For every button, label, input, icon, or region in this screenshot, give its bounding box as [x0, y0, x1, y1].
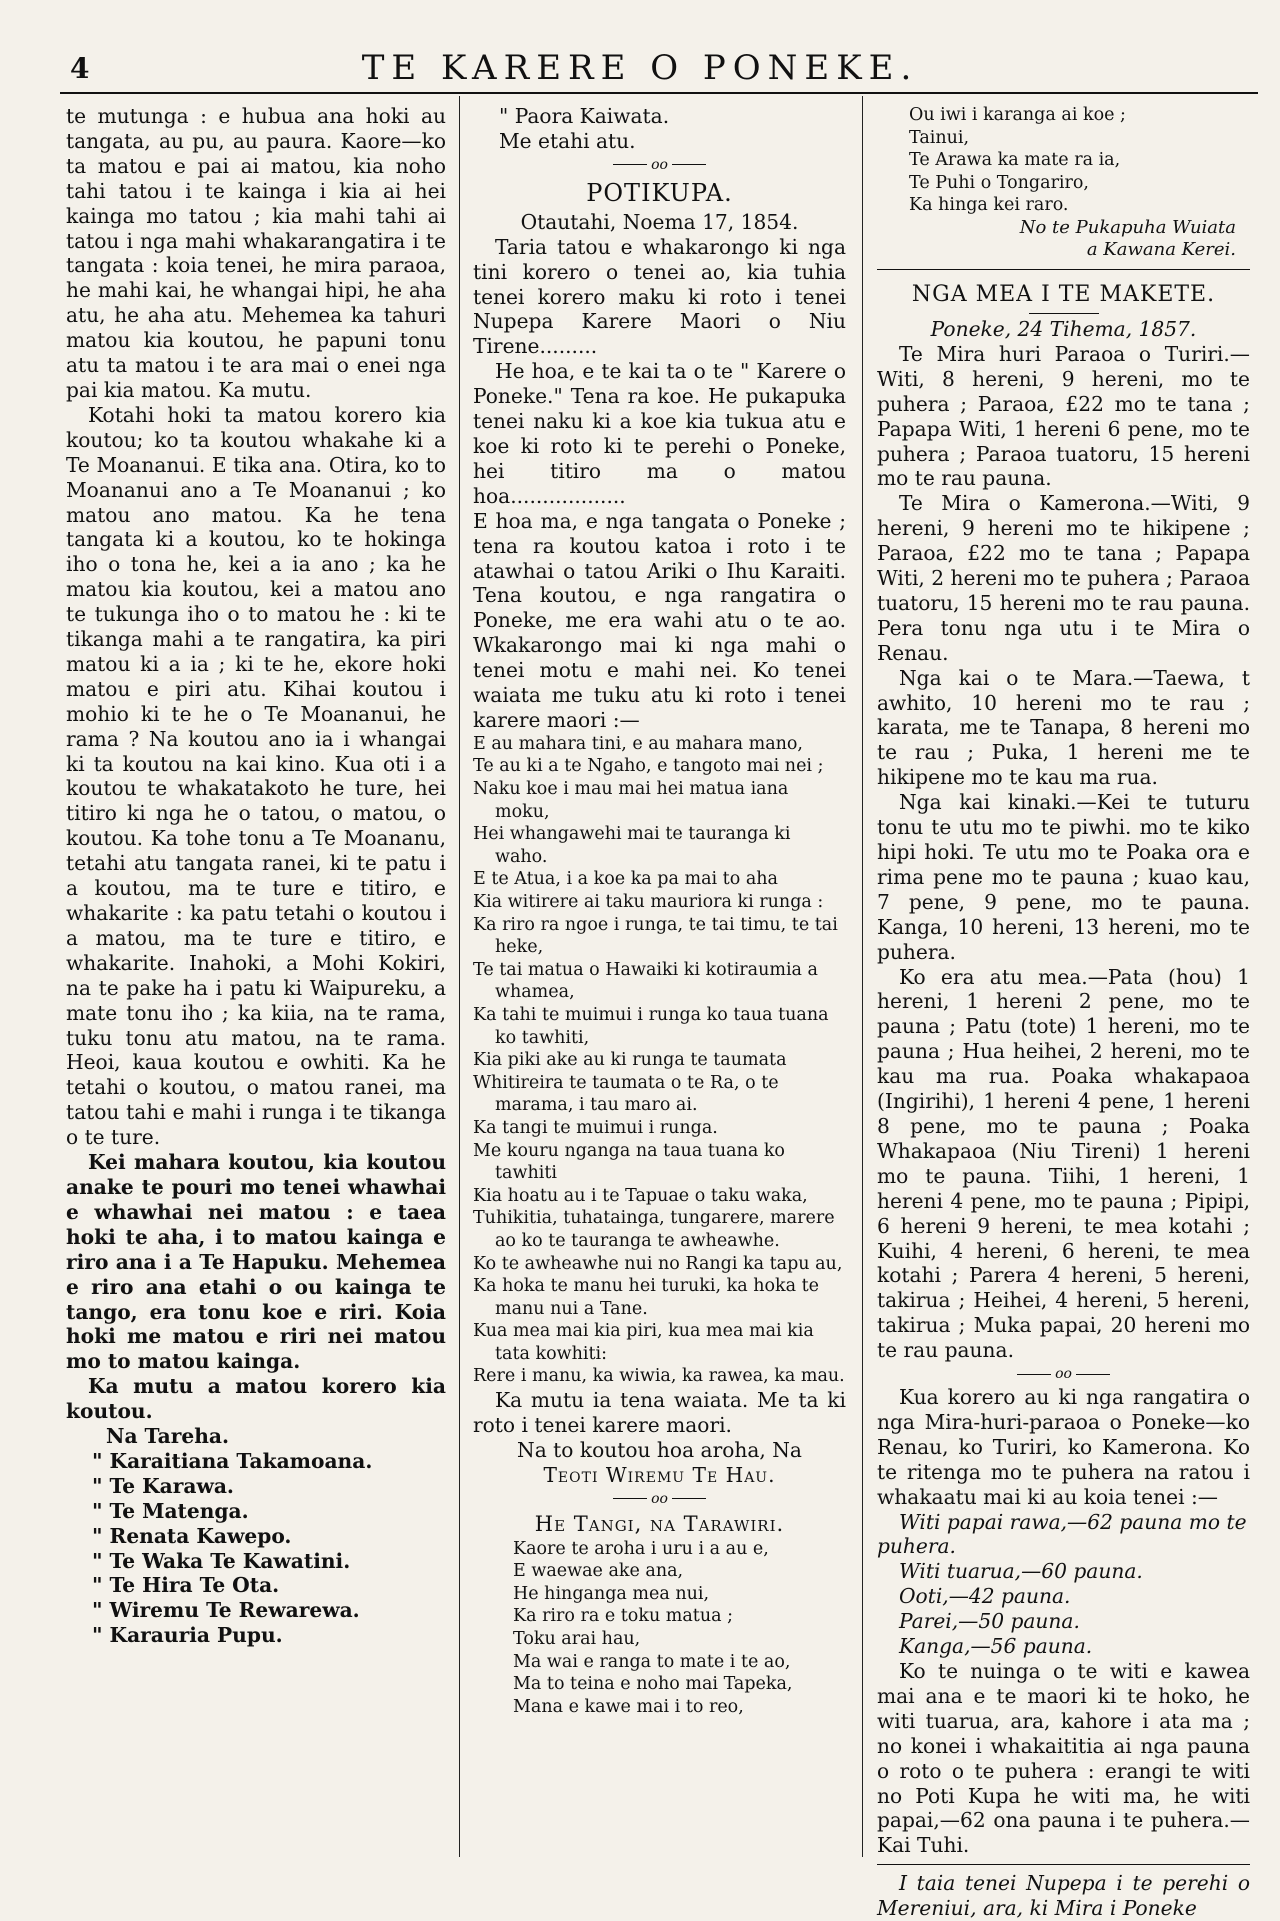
letter-paragraph: Kotahi hoki ta matou korero kia koutou; ko ta koutou whakahe ki a Te Moananui. E tika ana. Otira, ko to Moananui ano a Te Moananui ; ko matou ano matou. Ka he tena tangata ki a koutou, ko te hokinga iho o tona he, kei a ia ano ; ka he matou kia koutou, kei a matou ano te tukunga iho o to matou he : ki te tikanga mahi a te rangatira, ka piri matou ki a ia ; ki te he, ekore hoki matou e piri atu. Kihai koutou i mohio ki te he o Te Moananui, he rama ? Na koutou ano ia i whangai ki ta koutou na kai kino. Kua oti i a koutou te whakatakoto he ture, hei titiro ki nga he o tatou, o matou, o koutou. Ka tohe tonu a Te Moananu, tetahi atu tangata ranei, ki te patu i a koutou, ma te ture e titiro, e whakarite : ka patu tetahi o koutou i a matou, ma te ture e titiro, e whakarite. Inahoki, a Mohi Kokiri, na te pake ha i patu ki Waipureku, a mate tonu iho ; ka kiia, na te rama, tuku tonu atu matou, na te rama. Heoi, kaua koutou e owhiti. Ka he tetahi o koutou, o matou ranei, ma tatou tahi e mahi i runga i te tikanga o te ture.	[66, 402, 446, 1150]
lament-line: Ma to teina e noho mai Tapeka,	[513, 1674, 793, 1695]
song-line: Kia hoatu au i te Tapuae o taku waka,	[473, 1185, 808, 1206]
lament-line: E waewae ake ana,	[513, 1561, 684, 1582]
signatory: " Te Waka Te Kawatini.	[92, 1548, 351, 1573]
signatory: " Paora Kaiwata.	[499, 104, 670, 128]
song-line: Me kouru nganga na taua tuana ko tawhiti	[473, 1140, 785, 1184]
lament-line: Kaore te aroha i uru i a au e,	[513, 1538, 769, 1559]
signatory: Na Tareha.	[106, 1424, 229, 1449]
printer-footnote: I taia tenei Nupepa i te perehi o Mereniui, ara, ki Mira i Poneke	[877, 1871, 1250, 1921]
song-line: Ka hoka te manu hei turuki, ka hoka te manu nui a Tane.	[473, 1276, 820, 1319]
verse-line: Tainui,	[909, 127, 970, 148]
price-item: Parei,—50 pauna.	[899, 1609, 1080, 1634]
letter-paragraph: Kei mahara koutou, kia koutou anake te pouri mo tenei whawhai e whawhai nei matou : e taea hoki te aha, i to matou kainga e riro ana i a Te Hapuku. Mehemea e riro ana etahi o ou kainga te tango, era tonu koe e riri. Koia hoki me matou e riri nei matou mo to matou kainga.	[66, 1150, 446, 1374]
price-item: Witi papai rawa,—62 pauna mo te puhera.	[877, 1509, 1247, 1559]
song-line: Kia witirere ai taku mauriora ki runga :	[473, 892, 824, 912]
song-line: Te tai matua o Hawaiki ki kotiraumia a whamea,	[473, 959, 818, 1003]
price-list	[877, 1510, 1250, 1659]
song-line: Naku koe i mau mai hei matua iana moku,	[473, 779, 789, 822]
ornament-divider: oo	[877, 1363, 1250, 1385]
price-item: Witi tuarua,—60 pauna.	[899, 1559, 1143, 1584]
market-dateline: Poneke, 24 Tihema, 1857.	[930, 316, 1197, 341]
article-heading: POTIKUPA.	[586, 178, 733, 207]
article-paragraph: Ka mutu ia tena waiata. Me ta ki roto i tenei karere maori.	[473, 1388, 846, 1437]
song-line: Ka tangi te muimui i runga.	[473, 1117, 718, 1138]
verse-line: Ou iwi i karanga ai koe ;	[909, 105, 1126, 125]
signatory: " Renata Kawepo.	[92, 1523, 292, 1548]
article-paragraph: Taria tatou e whakarongo ki nga tini korero o tenei ao, kia tuhia tenei korero maku ki roto i tenei Nupepa Karere Maori o Niu Tirene.........	[473, 234, 846, 359]
ornament-divider: oo	[473, 1488, 846, 1510]
verse-line: Te Arawa ka mate ra ia,	[909, 150, 1121, 171]
market-paragraph: Nga kai kinaki.—Kei te tuturu tonu te utu mo te piwhi. mo te kiko hipi hoki. Te utu mo te Poaka ora e rima pene mo te pauna ; kuao kau, 7 pene, 9 pene, mo te pauna. Kanga, 10 hereni, 13 hereni, mo te puhera.	[877, 790, 1250, 964]
verse-continued	[877, 104, 1250, 217]
song-line: Ko te awheawhe nui no Rangi ka tapu au,	[473, 1253, 843, 1274]
signatory: Me etahi atu.	[499, 128, 636, 153]
signatory: " Te Matenga.	[92, 1498, 249, 1523]
lament-line: Toku arai hau,	[513, 1629, 641, 1650]
attribution: a Kawana Kerei.	[1086, 238, 1236, 260]
song-line: Kia piki ake au ki runga te taumata	[473, 1050, 787, 1071]
song-line: Ka tahi te muimui i runga ko taua tuana ko tawhiti,	[473, 1004, 829, 1048]
ornament-divider: oo	[473, 154, 846, 176]
price-item: Ooti,—42 pauna.	[899, 1584, 1071, 1609]
market-paragraph: Ko era atu mea.—Pata (hou) 1 hereni, 1 hereni 2 pene, mo te pauna ; Patu (tote) 1 hereni, mo te pauna ; Hua heihei, 2 hereni, mo te kau ma rua. Poaka whakapaoa (Ingirihi), 1 hereni 4 pene, 1 hereni 8 pene, mo te pauna ; Poaka Whakapaoa (Niu Tireni) 1 hereni mo te pauna. Tiihi, 1 hereni, 1 hereni 4 pene, mo te pauna ; Pipipi, 6 hereni 9 hereni, te mea kotahi ; Kuihi, 4 hereni, 6 hereni, te mea kotahi ; Parera 4 hereni, 5 hereni, takirua ; Heihei, 4 hereni, 5 hereni, takirua ; Muka papai, 20 hereni mo te rau pauna.	[877, 964, 1250, 1363]
short-rule	[1029, 313, 1099, 314]
song-line: Kua mea mai kia piri, kua mea mai kia tata kowhiti:	[473, 1321, 814, 1364]
lament-heading: He Tangi, na Tarawiri.	[534, 1511, 785, 1536]
section-rule	[877, 269, 1250, 270]
letter-closing: Ka mutu a matou korero kia koutou.	[66, 1374, 446, 1424]
lament-line: Ma wai e ranga to mate i te ao,	[513, 1651, 791, 1672]
song-line: Te au ki a te Ngaho, e tangoto mai nei ;	[473, 756, 824, 777]
lament-line: He hinganga mea nui,	[513, 1583, 710, 1604]
dateline: Otautahi, Noema 17, 1854.	[520, 209, 799, 234]
column-3	[877, 104, 1250, 1921]
song-line: Hei whangawehi mai te tauranga ki waho.	[473, 824, 791, 867]
page-header	[60, 48, 1220, 88]
letter-signature: Teoti Wiremu Te Hau.	[543, 1462, 776, 1487]
song-line: E te Atua, i a koe ka pa mai to aha	[473, 869, 778, 890]
column-divider-1	[459, 96, 460, 1857]
market-paragraph: Te Mira huri Paraoa o Turiri.— Witi, 8 hereni, 9 hereni, mo te puhera ; Paraoa, £22 mo te tana ; Papapa Witi, 1 hereni 6 pene, mo te puhera ; Paraoa tuatoru, 15 hereni mo te rau pauna.	[877, 341, 1250, 491]
signatory: " Wiremu Te Rewarewa.	[92, 1598, 360, 1623]
letter-paragraph: te mutunga : e hubua ana hoki au tangata, au pu, au paura. Kaore—ko ta matou e pai ai matou, kia noho tahi tatou i te kainga i kia ai hei kainga mo tatou ; kia mahi tahi ai tatou i nga mahi whakarangatira i te tangata : koia tenei, he mira paraoa, he mahi kai, he whangai hipi, he aha atu, he aha atu. Mehemea ka tahuri matou kia koutou, he papuni tonu atu ta matou i te ara mai o enei nga pai kia matou. Ka mutu.	[66, 104, 446, 402]
market-heading: NGA MEA I TE MAKETE.	[911, 281, 1216, 307]
song-line: Whitireira te taumata o te Ra, o te marama, i tau maro ai.	[473, 1072, 779, 1116]
market-paragraph: Nga kai o te Mara.—Taewa, t awhito, 10 hereni mo te rau ; karata, me te Tanapa, 8 hereni mo te rau ; Puka, 1 hereni me te hikipene mo te kau ma rua.	[877, 665, 1250, 790]
signatory: " Karauria Pupu.	[92, 1623, 283, 1648]
market-paragraph: Te Mira o Kamerona.—Witi, 9 hereni, 9 hereni mo te hikipene ; Paraoa, £22 mo te tana ; Papapa Witi, 2 hereni mo te puhera ; Paraoa tuatoru, 15 hereni mo te rau pauna. Pera tonu nga utu i te Mira o Renau.	[877, 491, 1250, 665]
song-line: Ka riro ra ngoe i runga, te tai timu, te tai heke,	[473, 914, 838, 958]
article-paragraph: He hoa, e te kai ta o te " Karere o Poneke." Tena ra koe. He pukapuka tenei naku ki a koe kia tukua atu e koe ki roto ki te perehi o Poneke, hei titiro ma o matou hoa..................	[473, 359, 846, 508]
price-item: Kanga,—56 pauna.	[899, 1634, 1093, 1659]
lament-verse	[473, 1538, 846, 1719]
signatory: " Karaitiana Takamoana.	[92, 1448, 373, 1473]
song-line: Tuhikitia, tuhataingа, tungarere, marere ao ko te tauranga te awheawhe.	[473, 1208, 835, 1251]
signatory: " Te Hira Te Ota.	[92, 1573, 280, 1598]
column-2	[473, 104, 846, 1854]
footnote-rule	[877, 1864, 1250, 1865]
article-paragraph: E hoa ma, e nga tangata o Poneke ; tena ra koutou katoa i roto i te atawhai o tatou Ariki o Ihu Karaiti. Tena koutou, e nga rangatira o Poneke, me era wahi atu o te ao. Wkakarongo mai ki nga mahi o tenei motu e mahi nei. Ko tenei waiata me tuku atu ki roto i tenei karere maori :—	[473, 508, 846, 732]
verse-line: Ka hinga kei raro.	[909, 195, 1069, 216]
header-rule	[60, 92, 1258, 94]
song-line: Rere i manu, ka wiwia, ka rawea, ka mau.	[473, 1366, 845, 1387]
market-paragraph: Ko te nuinga o te witi e kawea mai ana e te maori ki te hoko, he witi tuarua, ara, kahore i ata ma ; no konei i whakaititia ai nga pauna o roto o te puhera : erangi te witi no Poti Kupa he witi ma, he witi papai,—62 ona pauna i te puhera.—Kai Tuhi.	[877, 1659, 1250, 1858]
attribution: No te Pukapuha Wuiata	[1019, 216, 1236, 238]
column-1	[66, 104, 446, 1854]
lament-line: Mana e kawe mai i to reo,	[513, 1696, 744, 1717]
lament-line: Ka riro ra e toku matua ;	[513, 1606, 734, 1627]
verse-line: Te Puhi o Tongariro,	[909, 172, 1089, 193]
song-verse	[473, 733, 846, 1388]
song-line: E au mahara tini, e au mahara mano,	[473, 733, 803, 754]
market-paragraph: Kua korero au ki nga rangatira o nga Mira-huri-paraoa o Poneke—ko Renau, ko Turiri, ko Kamerona. Ko te ritenga mo te puhera na ratou i whakaatu mai ki au koia tenei :—	[877, 1385, 1250, 1509]
letter-closing: Na to koutou hoa aroha, Na	[517, 1437, 802, 1462]
newspaper-title: TE KARERE O PONEKE.	[361, 48, 919, 88]
signatory: " Te Karawa.	[92, 1473, 234, 1498]
column-divider-2	[862, 96, 863, 1857]
page-number: 4	[70, 52, 90, 85]
